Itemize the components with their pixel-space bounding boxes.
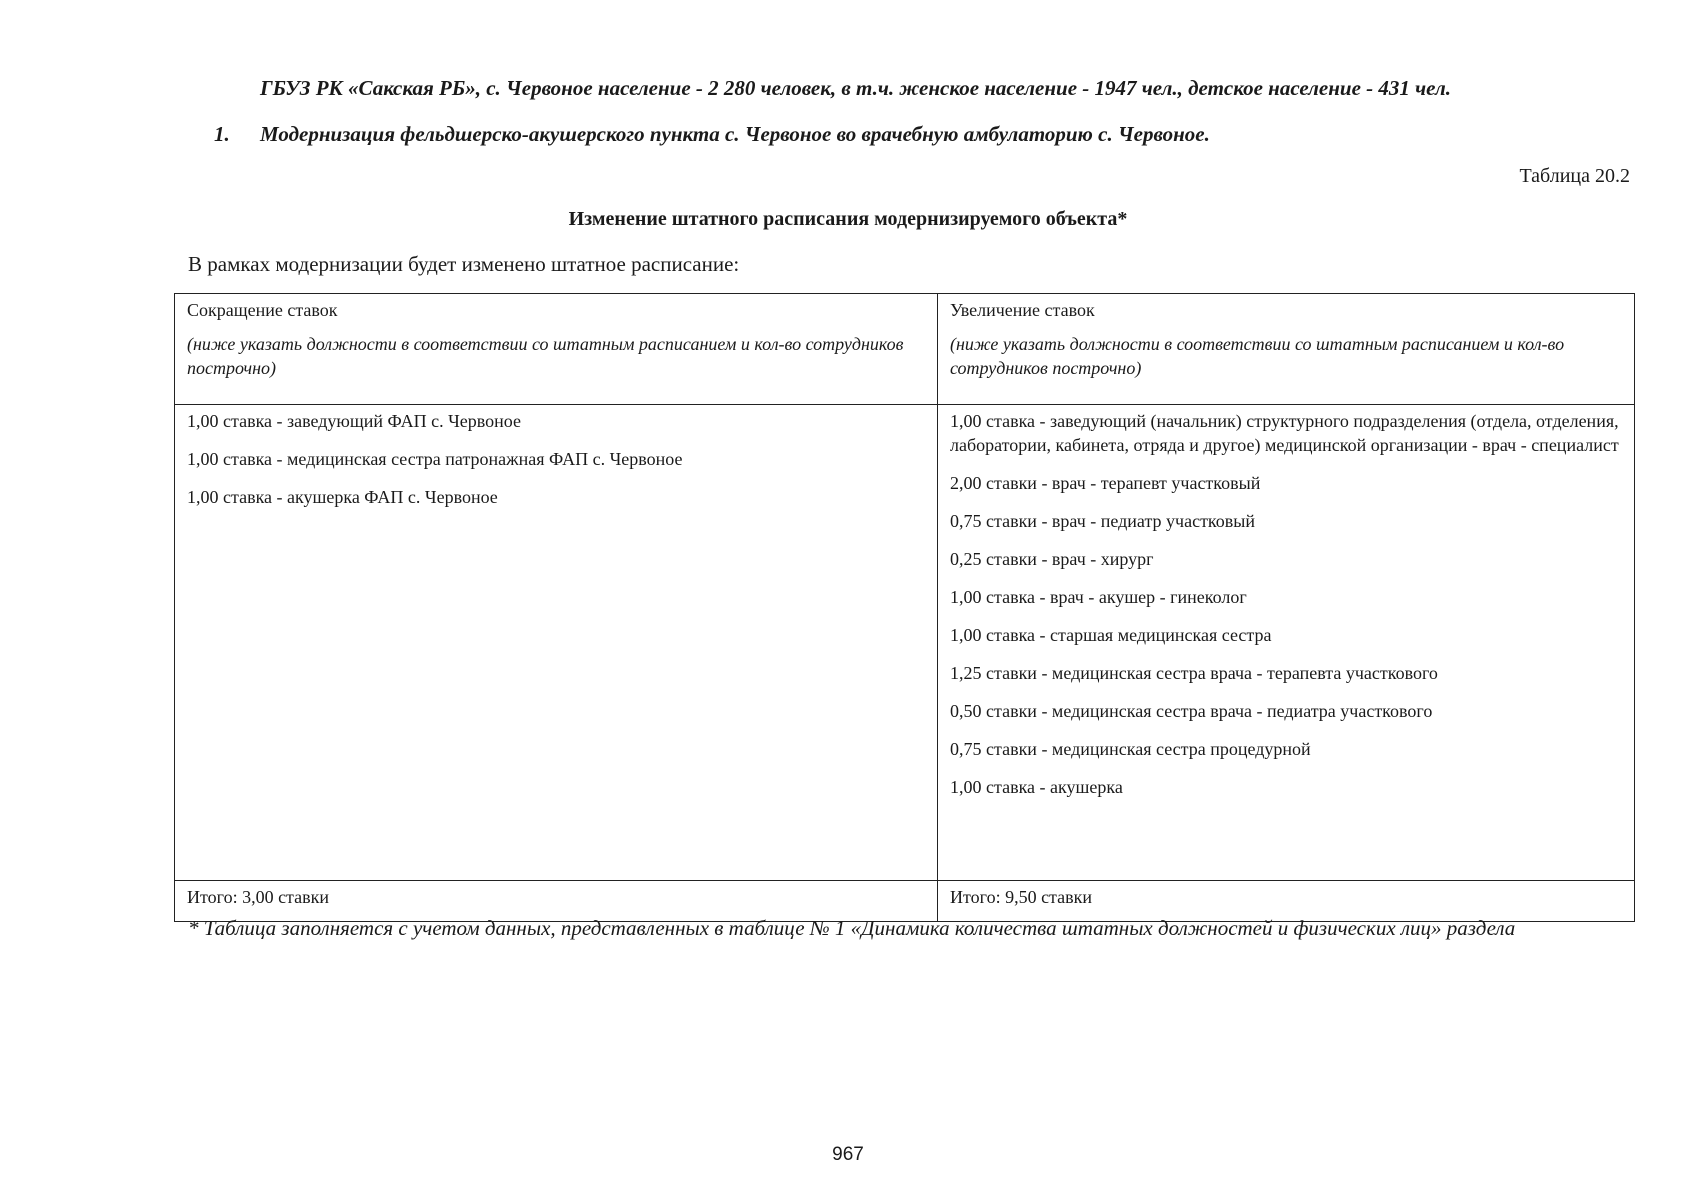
intro-text: В рамках модернизации будет изменено штатное расписание: xyxy=(188,252,740,276)
increase-entry: 1,00 ставка - старшая медицинская сестра xyxy=(950,625,1272,645)
increase-header-cell xyxy=(938,294,1635,405)
reduction-entries-cell xyxy=(175,405,938,881)
increase-entry: 1,25 ставки - медицинская сестра врача - терапевта участкового xyxy=(950,663,1438,683)
page-number: 967 xyxy=(832,1144,864,1165)
table-body-row xyxy=(175,405,1635,881)
increase-entries-cell xyxy=(938,405,1635,881)
increase-entry: 0,75 ставки - медицинская сестра процедурной xyxy=(950,739,1311,759)
table-header-row xyxy=(175,294,1635,405)
staff-change-table xyxy=(174,293,1635,922)
reduction-entry: 1,00 ставка - заведующий ФАП с. Червоное xyxy=(187,411,521,431)
reduction-entry: 1,00 ставка - медицинская сестра патронажная ФАП с. Червоное xyxy=(187,449,683,469)
document-header: ГБУЗ РК «Сакская РБ», с. Червоное население - 2 280 человек, в т.ч. женское население - 1947 чел., детское население - 431 чел. xyxy=(260,76,1452,100)
reduction-heading: Сокращение ставок xyxy=(187,300,338,320)
increase-entry: 0,25 ставки - врач - хирург xyxy=(950,549,1154,569)
increase-total: Итого: 9,50 ставки xyxy=(938,881,1635,922)
table-title: Изменение штатного расписания модернизируемого объекта* xyxy=(568,208,1128,230)
increase-entry: 1,00 ставка - врач - акушер - гинеколог xyxy=(950,587,1247,607)
increase-entry: 1,00 ставка - заведующий (начальник) структурного подразделения (отдела, отделения, лаборатории, кабинета, отряда и другое) медицинской организации - врач - специалист xyxy=(950,411,1619,455)
increase-entry: 1,00 ставка - акушерка xyxy=(950,777,1123,797)
reduction-entry: 1,00 ставка - акушерка ФАП с. Червоное xyxy=(187,487,498,507)
section-item-number: 1. xyxy=(214,122,230,146)
increase-entry: 0,75 ставки - врач - педиатр участковый xyxy=(950,511,1255,531)
reduction-note: (ниже указать должности в соответствии со штатным расписанием и кол-во сотрудников построчно) xyxy=(187,334,904,378)
increase-heading: Увеличение ставок xyxy=(950,300,1095,320)
table-footnote: * Таблица заполняется с учетом данных, представленных в таблице № 1 «Динамика количества штатных должностей и физических лиц» раздела xyxy=(188,916,1516,940)
increase-entry: 2,00 ставки - врач - терапевт участковый xyxy=(950,473,1261,493)
reduction-header-cell xyxy=(175,294,938,405)
reduction-total: Итого: 3,00 ставки xyxy=(175,881,938,922)
section-item-text: Модернизация фельдшерско-акушерского пункта с. Червоное во врачебную амбулаторию с. Червоное. xyxy=(260,122,1210,146)
table-number: Таблица 20.2 xyxy=(1519,165,1630,187)
increase-entry: 0,50 ставки - медицинская сестра врача - педиатра участкового xyxy=(950,701,1433,721)
increase-note: (ниже указать должности в соответствии со штатным расписанием и кол-во сотрудников построчно) xyxy=(950,334,1565,378)
section-item xyxy=(214,122,1210,147)
